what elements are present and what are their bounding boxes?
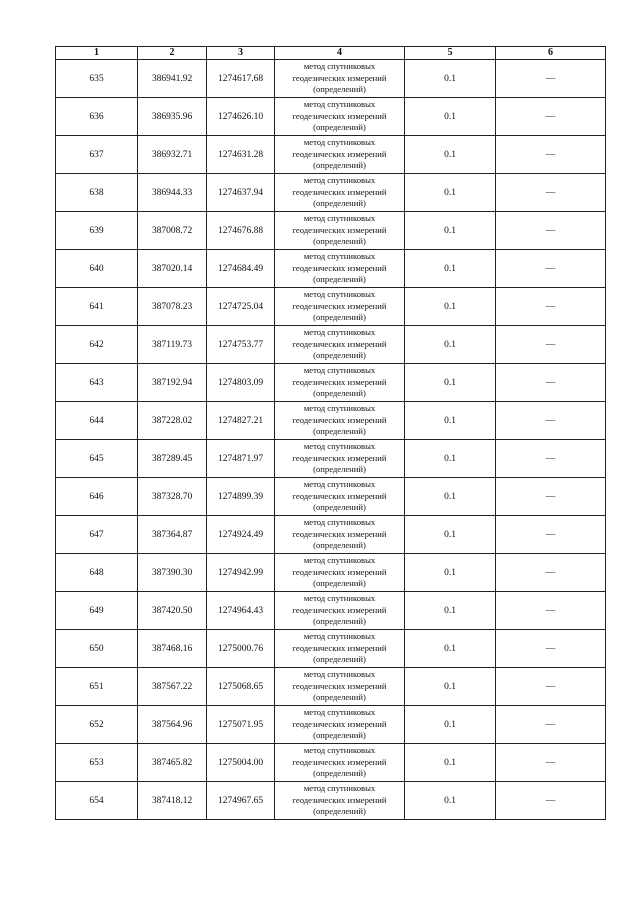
method-line: метод спутниковых <box>303 327 376 338</box>
method-line: метод спутниковых <box>303 213 376 224</box>
method-line: (определений) <box>313 616 366 627</box>
point-number-cell: 639 <box>56 212 138 250</box>
method-line: геодезических измерений <box>292 794 387 805</box>
method-cell <box>275 326 405 364</box>
method-cell <box>275 630 405 668</box>
method-line: (определений) <box>313 730 366 741</box>
method-line: метод спутниковых <box>303 289 376 300</box>
table-row <box>56 516 606 554</box>
x-coordinate-cell: 387567.22 <box>138 668 207 706</box>
y-coordinate-cell: 1274964.43 <box>207 592 275 630</box>
point-number-cell: 646 <box>56 478 138 516</box>
column-header-4: 4 <box>275 47 405 60</box>
point-number-cell: 643 <box>56 364 138 402</box>
point-number-cell: 649 <box>56 592 138 630</box>
method-line: геодезических измерений <box>292 148 387 159</box>
note-cell: — <box>496 402 606 440</box>
accuracy-cell: 0.1 <box>405 60 496 98</box>
method-line: (определений) <box>313 502 366 513</box>
method-line: метод спутниковых <box>303 631 376 642</box>
note-cell: — <box>496 212 606 250</box>
point-number-cell: 645 <box>56 440 138 478</box>
accuracy-cell: 0.1 <box>405 174 496 212</box>
method-line: геодезических измерений <box>292 490 387 501</box>
method-cell <box>275 440 405 478</box>
table-row <box>56 212 606 250</box>
table-row <box>56 402 606 440</box>
accuracy-cell: 0.1 <box>405 744 496 782</box>
x-coordinate-cell: 387564.96 <box>138 706 207 744</box>
accuracy-cell: 0.1 <box>405 706 496 744</box>
table-row <box>56 98 606 136</box>
y-coordinate-cell: 1274753.77 <box>207 326 275 364</box>
accuracy-cell: 0.1 <box>405 440 496 478</box>
method-line: метод спутниковых <box>303 61 376 72</box>
method-line: метод спутниковых <box>303 251 376 262</box>
x-coordinate-cell: 387119.73 <box>138 326 207 364</box>
method-line: (определений) <box>313 122 366 133</box>
method-line: (определений) <box>313 806 366 817</box>
table-row <box>56 592 606 630</box>
method-line: метод спутниковых <box>303 403 376 414</box>
method-line: геодезических измерений <box>292 566 387 577</box>
method-line: (определений) <box>313 84 366 95</box>
note-cell: — <box>496 706 606 744</box>
table-row <box>56 478 606 516</box>
method-cell <box>275 288 405 326</box>
point-number-cell: 637 <box>56 136 138 174</box>
method-line: (определений) <box>313 578 366 589</box>
x-coordinate-cell: 386935.96 <box>138 98 207 136</box>
x-coordinate-cell: 387289.45 <box>138 440 207 478</box>
accuracy-cell: 0.1 <box>405 478 496 516</box>
accuracy-cell: 0.1 <box>405 554 496 592</box>
accuracy-cell: 0.1 <box>405 592 496 630</box>
method-line: (определений) <box>313 236 366 247</box>
point-number-cell: 650 <box>56 630 138 668</box>
table-row <box>56 440 606 478</box>
table-row <box>56 706 606 744</box>
table-header-row <box>56 47 606 60</box>
method-cell <box>275 516 405 554</box>
method-cell <box>275 402 405 440</box>
method-line: (определений) <box>313 274 366 285</box>
method-line: метод спутниковых <box>303 441 376 452</box>
y-coordinate-cell: 1274676.88 <box>207 212 275 250</box>
method-cell <box>275 364 405 402</box>
method-cell <box>275 554 405 592</box>
note-cell: — <box>496 668 606 706</box>
method-line: метод спутниковых <box>303 669 376 680</box>
y-coordinate-cell: 1274871.97 <box>207 440 275 478</box>
x-coordinate-cell: 386941.92 <box>138 60 207 98</box>
x-coordinate-cell: 387328.70 <box>138 478 207 516</box>
table-row <box>56 782 606 820</box>
accuracy-cell: 0.1 <box>405 516 496 554</box>
table-row <box>56 60 606 98</box>
method-line: (определений) <box>313 464 366 475</box>
method-line: геодезических измерений <box>292 110 387 121</box>
note-cell: — <box>496 174 606 212</box>
method-line: геодезических измерений <box>292 186 387 197</box>
table-row <box>56 744 606 782</box>
y-coordinate-cell: 1274725.04 <box>207 288 275 326</box>
x-coordinate-cell: 386932.71 <box>138 136 207 174</box>
point-number-cell: 640 <box>56 250 138 288</box>
note-cell: — <box>496 630 606 668</box>
y-coordinate-cell: 1274684.49 <box>207 250 275 288</box>
method-line: метод спутниковых <box>303 745 376 756</box>
method-line: геодезических измерений <box>292 528 387 539</box>
point-number-cell: 648 <box>56 554 138 592</box>
accuracy-cell: 0.1 <box>405 668 496 706</box>
column-header-5: 5 <box>405 47 496 60</box>
note-cell: — <box>496 782 606 820</box>
method-line: геодезических измерений <box>292 300 387 311</box>
x-coordinate-cell: 387020.14 <box>138 250 207 288</box>
method-line: геодезических измерений <box>292 604 387 615</box>
method-line: метод спутниковых <box>303 175 376 186</box>
point-number-cell: 636 <box>56 98 138 136</box>
point-number-cell: 653 <box>56 744 138 782</box>
method-cell <box>275 744 405 782</box>
point-number-cell: 652 <box>56 706 138 744</box>
note-cell: — <box>496 60 606 98</box>
x-coordinate-cell: 386944.33 <box>138 174 207 212</box>
method-line: (определений) <box>313 160 366 171</box>
accuracy-cell: 0.1 <box>405 364 496 402</box>
x-coordinate-cell: 387465.82 <box>138 744 207 782</box>
y-coordinate-cell: 1274827.21 <box>207 402 275 440</box>
x-coordinate-cell: 387228.02 <box>138 402 207 440</box>
note-cell: — <box>496 288 606 326</box>
note-cell: — <box>496 478 606 516</box>
table-body <box>56 60 606 820</box>
point-number-cell: 654 <box>56 782 138 820</box>
method-cell <box>275 174 405 212</box>
accuracy-cell: 0.1 <box>405 98 496 136</box>
accuracy-cell: 0.1 <box>405 212 496 250</box>
y-coordinate-cell: 1274626.10 <box>207 98 275 136</box>
method-line: геодезических измерений <box>292 262 387 273</box>
y-coordinate-cell: 1274899.39 <box>207 478 275 516</box>
table-row <box>56 136 606 174</box>
method-line: метод спутниковых <box>303 555 376 566</box>
method-line: (определений) <box>313 350 366 361</box>
method-cell <box>275 60 405 98</box>
y-coordinate-cell: 1274631.28 <box>207 136 275 174</box>
point-number-cell: 644 <box>56 402 138 440</box>
table-row <box>56 326 606 364</box>
accuracy-cell: 0.1 <box>405 402 496 440</box>
column-header-2: 2 <box>138 47 207 60</box>
accuracy-cell: 0.1 <box>405 250 496 288</box>
method-cell <box>275 668 405 706</box>
table-row <box>56 630 606 668</box>
method-line: метод спутниковых <box>303 517 376 528</box>
method-line: (определений) <box>313 768 366 779</box>
method-line: геодезических измерений <box>292 642 387 653</box>
accuracy-cell: 0.1 <box>405 326 496 364</box>
method-cell <box>275 212 405 250</box>
note-cell: — <box>496 364 606 402</box>
y-coordinate-cell: 1275004.00 <box>207 744 275 782</box>
x-coordinate-cell: 387390.30 <box>138 554 207 592</box>
accuracy-cell: 0.1 <box>405 630 496 668</box>
method-line: (определений) <box>313 692 366 703</box>
y-coordinate-cell: 1274942.99 <box>207 554 275 592</box>
method-cell <box>275 782 405 820</box>
method-line: геодезических измерений <box>292 338 387 349</box>
x-coordinate-cell: 387364.87 <box>138 516 207 554</box>
y-coordinate-cell: 1274803.09 <box>207 364 275 402</box>
y-coordinate-cell: 1275068.65 <box>207 668 275 706</box>
accuracy-cell: 0.1 <box>405 136 496 174</box>
method-line: метод спутниковых <box>303 783 376 794</box>
method-line: метод спутниковых <box>303 479 376 490</box>
point-number-cell: 651 <box>56 668 138 706</box>
x-coordinate-cell: 387078.23 <box>138 288 207 326</box>
method-cell <box>275 478 405 516</box>
note-cell: — <box>496 250 606 288</box>
y-coordinate-cell: 1274924.49 <box>207 516 275 554</box>
table-row <box>56 174 606 212</box>
method-cell <box>275 136 405 174</box>
x-coordinate-cell: 387418.12 <box>138 782 207 820</box>
point-number-cell: 647 <box>56 516 138 554</box>
column-header-6: 6 <box>496 47 606 60</box>
coordinates-table <box>55 46 606 820</box>
note-cell: — <box>496 516 606 554</box>
table-row <box>56 554 606 592</box>
y-coordinate-cell: 1275071.95 <box>207 706 275 744</box>
method-cell <box>275 706 405 744</box>
y-coordinate-cell: 1275000.76 <box>207 630 275 668</box>
accuracy-cell: 0.1 <box>405 288 496 326</box>
method-line: геодезических измерений <box>292 718 387 729</box>
note-cell: — <box>496 592 606 630</box>
note-cell: — <box>496 98 606 136</box>
method-cell <box>275 250 405 288</box>
method-line: метод спутниковых <box>303 593 376 604</box>
table-row <box>56 668 606 706</box>
method-cell <box>275 592 405 630</box>
method-line: метод спутниковых <box>303 137 376 148</box>
x-coordinate-cell: 387420.50 <box>138 592 207 630</box>
table-row <box>56 288 606 326</box>
table-row <box>56 250 606 288</box>
method-line: (определений) <box>313 388 366 399</box>
y-coordinate-cell: 1274967.65 <box>207 782 275 820</box>
note-cell: — <box>496 554 606 592</box>
point-number-cell: 635 <box>56 60 138 98</box>
table-row <box>56 364 606 402</box>
method-line: (определений) <box>313 426 366 437</box>
method-line: (определений) <box>313 198 366 209</box>
accuracy-cell: 0.1 <box>405 782 496 820</box>
note-cell: — <box>496 136 606 174</box>
method-line: геодезических измерений <box>292 680 387 691</box>
column-header-1: 1 <box>56 47 138 60</box>
point-number-cell: 642 <box>56 326 138 364</box>
x-coordinate-cell: 387008.72 <box>138 212 207 250</box>
method-line: геодезических измерений <box>292 376 387 387</box>
method-line: геодезических измерений <box>292 756 387 767</box>
column-header-3: 3 <box>207 47 275 60</box>
note-cell: — <box>496 744 606 782</box>
note-cell: — <box>496 440 606 478</box>
method-line: (определений) <box>313 540 366 551</box>
x-coordinate-cell: 387192.94 <box>138 364 207 402</box>
method-line: (определений) <box>313 654 366 665</box>
method-line: геодезических измерений <box>292 452 387 463</box>
method-line: (определений) <box>313 312 366 323</box>
method-cell <box>275 98 405 136</box>
y-coordinate-cell: 1274617.68 <box>207 60 275 98</box>
note-cell: — <box>496 326 606 364</box>
method-line: геодезических измерений <box>292 72 387 83</box>
method-line: геодезических измерений <box>292 224 387 235</box>
method-line: метод спутниковых <box>303 365 376 376</box>
point-number-cell: 641 <box>56 288 138 326</box>
point-number-cell: 638 <box>56 174 138 212</box>
method-line: геодезических измерений <box>292 414 387 425</box>
method-line: метод спутниковых <box>303 707 376 718</box>
x-coordinate-cell: 387468.16 <box>138 630 207 668</box>
y-coordinate-cell: 1274637.94 <box>207 174 275 212</box>
method-line: метод спутниковых <box>303 99 376 110</box>
